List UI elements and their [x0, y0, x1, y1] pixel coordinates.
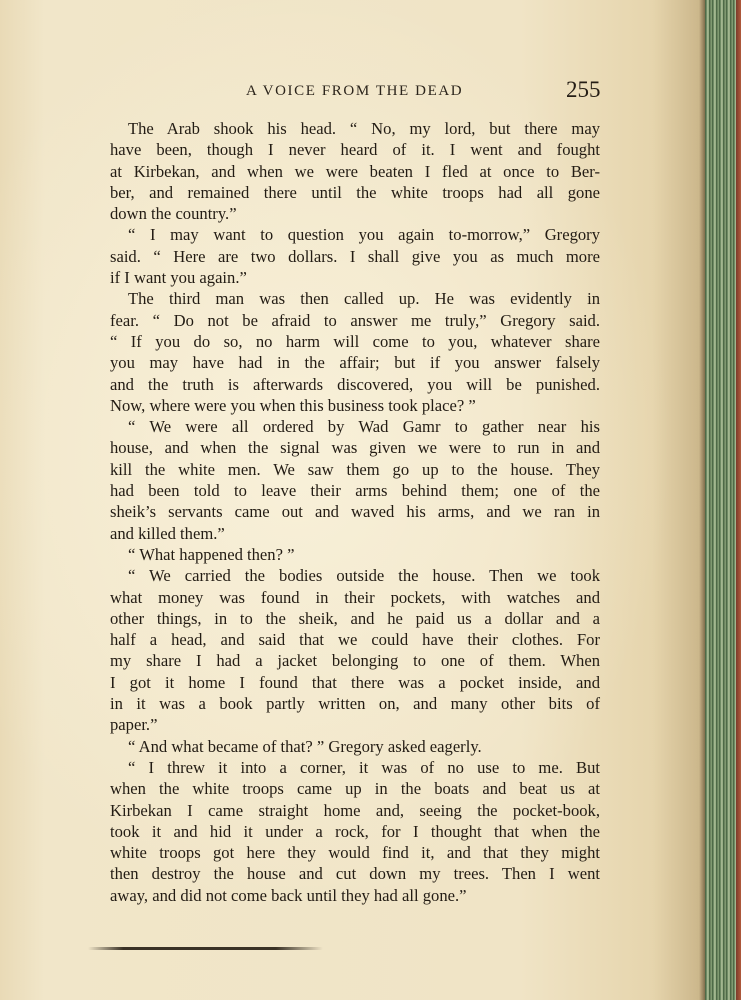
text-line: The third man was then called up. He was evidently in [128, 289, 600, 309]
text-line: “ And what became of that? ” Gregory asked eagerly. [128, 736, 482, 756]
text-line: white troops got here they would find it, and that they might [110, 843, 600, 863]
text-line: what money was found in their pockets, with watches and [110, 587, 600, 607]
text-line: sheik’s servants came out and waved his arms, and we ran in [110, 502, 600, 522]
chapter-end-rule [88, 947, 323, 950]
text-line: at Kirbekan, and when we were beaten I fled at once to Ber- [110, 161, 600, 181]
text-line: have been, though I never heard of it. I went and fought [110, 140, 600, 160]
text-line: and the truth is afterwards discovered, you will be punished. [110, 374, 600, 394]
text-line: in it was a book partly written on, and many other bits of [110, 694, 600, 714]
text-line: other things, in to the sheik, and he paid us a dollar and a [110, 608, 600, 628]
page-number: 255 [566, 77, 601, 102]
text-line: I got it home I found that there was a pocket inside, and [110, 672, 600, 692]
text-line: took it and hid it under a rock, for I thought that when the [110, 821, 600, 841]
text-line: you may have had in the affair; but if you answer falsely [110, 353, 600, 373]
text-line: if I want you again.” [110, 268, 247, 288]
text-line: “ I may want to question you again to-morrow,” Gregory [128, 225, 600, 245]
text-line: fear. “ Do not be afraid to answer me truly,” Gregory said. [110, 310, 600, 330]
text-line: house, and when the signal was given we were to run in and [110, 438, 600, 458]
text-line: Now, where were you when this business took place? ” [110, 395, 476, 415]
text-line: down the country.” [110, 204, 237, 224]
text-line: paper.” [110, 715, 158, 735]
text-line: when the white troops came up in the boats and beat us at [110, 779, 600, 799]
text-line: had been told to leave their arms behind them; one of the [110, 481, 600, 501]
text-line: “ If you do so, no harm will come to you, whatever share [110, 331, 600, 351]
text-line: said. “ Here are two dollars. I shall give you as much more [110, 246, 600, 266]
text-line: “ What happened then? ” [128, 544, 295, 564]
text-line: “ We were all ordered by Wad Gamr to gather near his [128, 417, 600, 437]
text-line: then destroy the house and cut down my trees. Then I went [110, 864, 600, 884]
text-line: “ We carried the bodies outside the house. Then we took [128, 566, 600, 586]
running-title: A VOICE FROM THE DEAD [246, 83, 464, 99]
text-line: Kirbekan I came straight home and, seeing the pocket-book, [110, 800, 600, 820]
book-cover-edge [736, 0, 741, 1000]
text-line: ber, and remained there until the white troops had all gone [110, 182, 600, 202]
text-line: kill the white men. We saw them go up to the house. They [110, 459, 600, 479]
body-text [110, 118, 600, 906]
text-line: away, and did not come back until they had all gone.” [110, 885, 467, 905]
text-line: The Arab shook his head. “ No, my lord, but there may [128, 119, 600, 138]
text-line: “ I threw it into a corner, it was of no use to me. But [128, 757, 600, 777]
text-line: half a head, and said that we could have their clothes. For [110, 630, 600, 650]
text-line: and killed them.” [110, 523, 225, 543]
text-line: my share I had a jacket belonging to one of them. When [110, 651, 600, 671]
